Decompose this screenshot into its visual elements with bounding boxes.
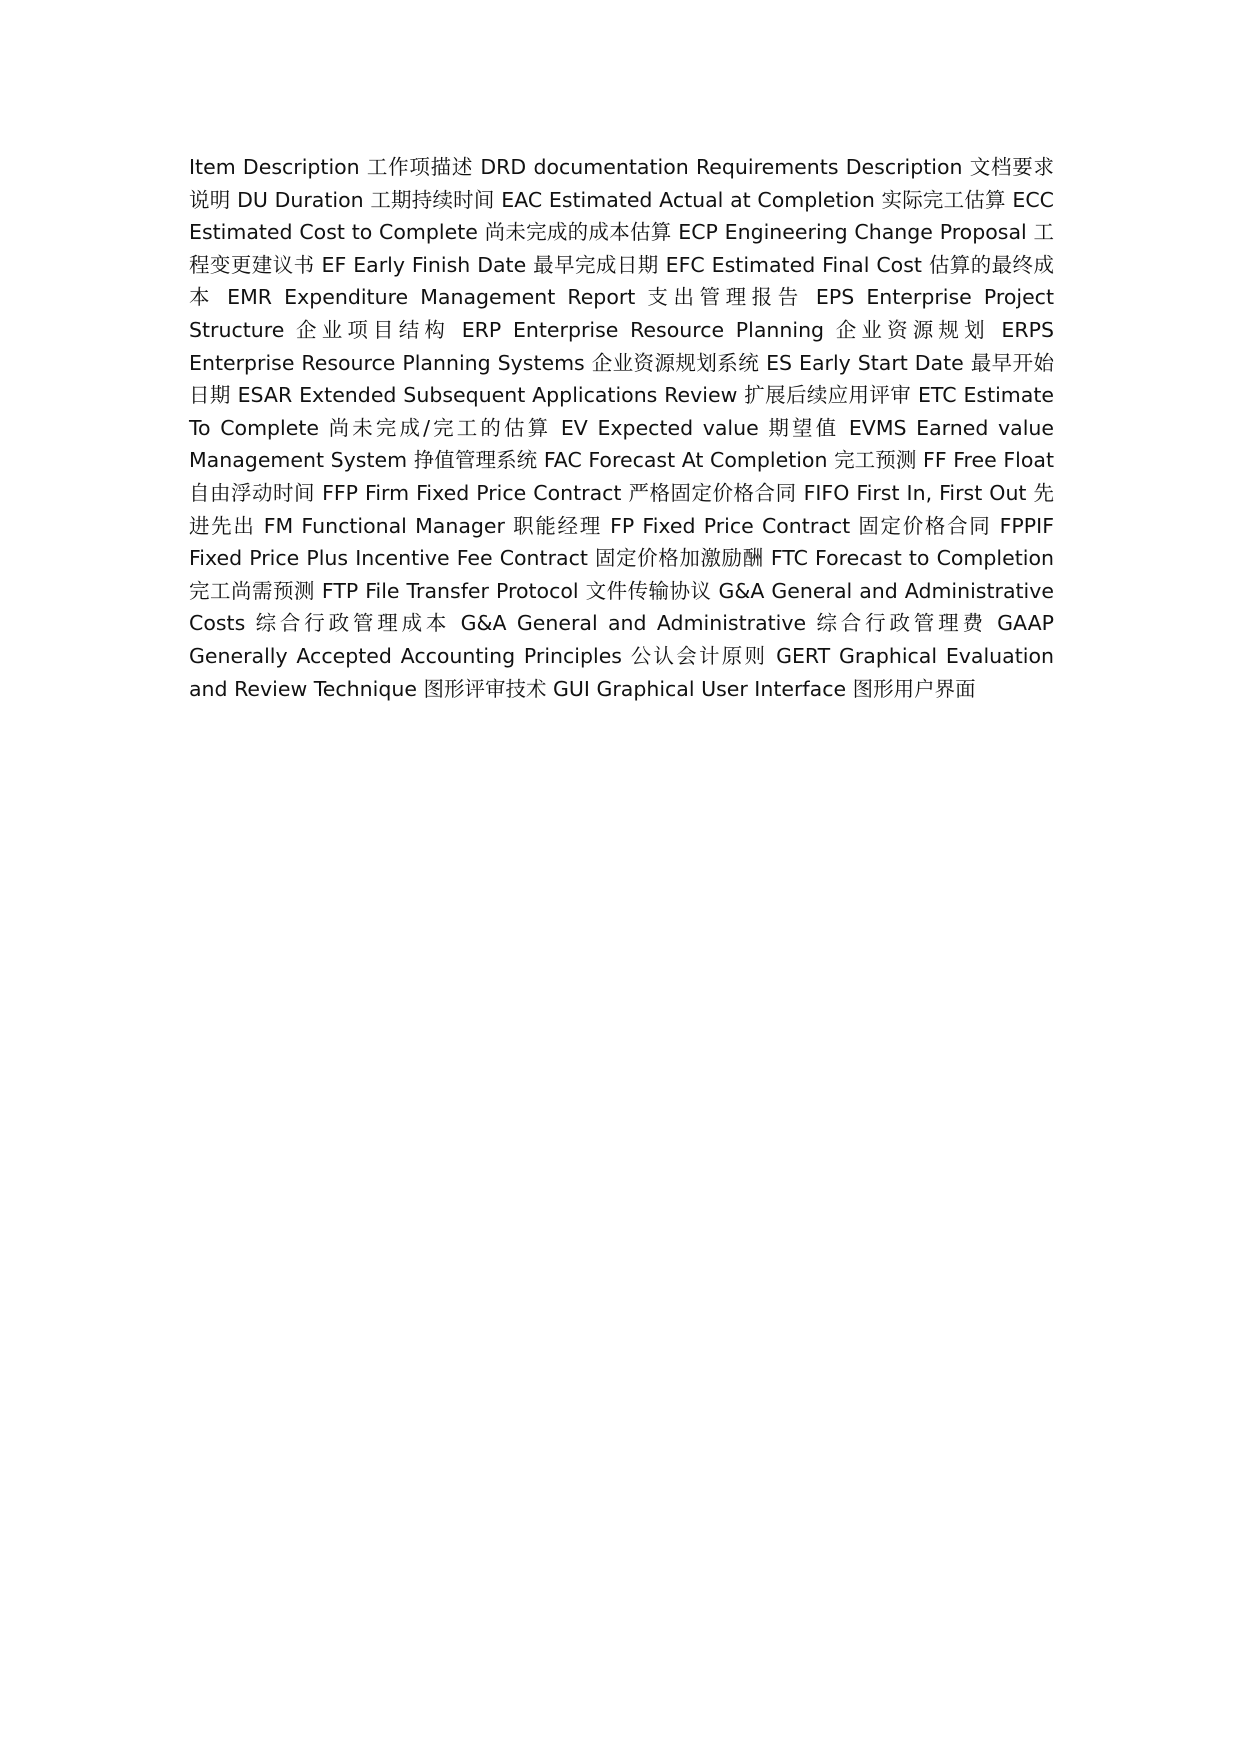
glossary-paragraph: Item Description 工作项描述 DRD documentation Requirements Description 文档要求说明 DU Duration 工期持续时间 EAC Estimated Actual at Completion 实际完工估算 ECC Estimated Cost to Complete 尚未完成的成本估算 ECP Engineering Change Proposal 工程变更建议书 EF Early Finish Date 最早完成日期 EFC Estimated Final Cost 估算的最终成本 EMR Expenditure Management Report 支出管理报告 EPS Enterprise Project Structure 企业项目结构 ERP Enterprise Resource Planning 企业资源规划 ERPS Enterprise Resource Planning Systems 企业资源规划系统 ES Early Start Date 最早开始日期 ESAR Extended Subsequent Applications Review 扩展后续应用评审 ETC Estimate To Complete 尚未完成/完工的估算 EV Expected value 期望值 EVMS Earned value Management System 挣值管理系统 FAC Forecast At Completion 完工预测 FF Free Float 自由浮动时间 FFP Firm Fixed Price Contract 严格固定价格合同 FIFO First In, First Out 先进先出 FM Functional Manager 职能经理 FP Fixed Price Contract 固定价格合同 FPPIF Fixed Price Plus Incentive Fee Contract 固定价格加激励酬 FTC Forecast to Completion 完工尚需预测 FTP File Transfer Protocol 文件传输协议 G&A General and Administrative Costs 综合行政管理成本 G&A General and Administrative 综合行政管理费 GAAP Generally Accepted Accounting Principles 公认会计原则 GERT Graphical Evaluation and Review Technique 图形评审技术 GUI Graphical User Interface 图形用户界面: [189, 155, 1054, 701]
